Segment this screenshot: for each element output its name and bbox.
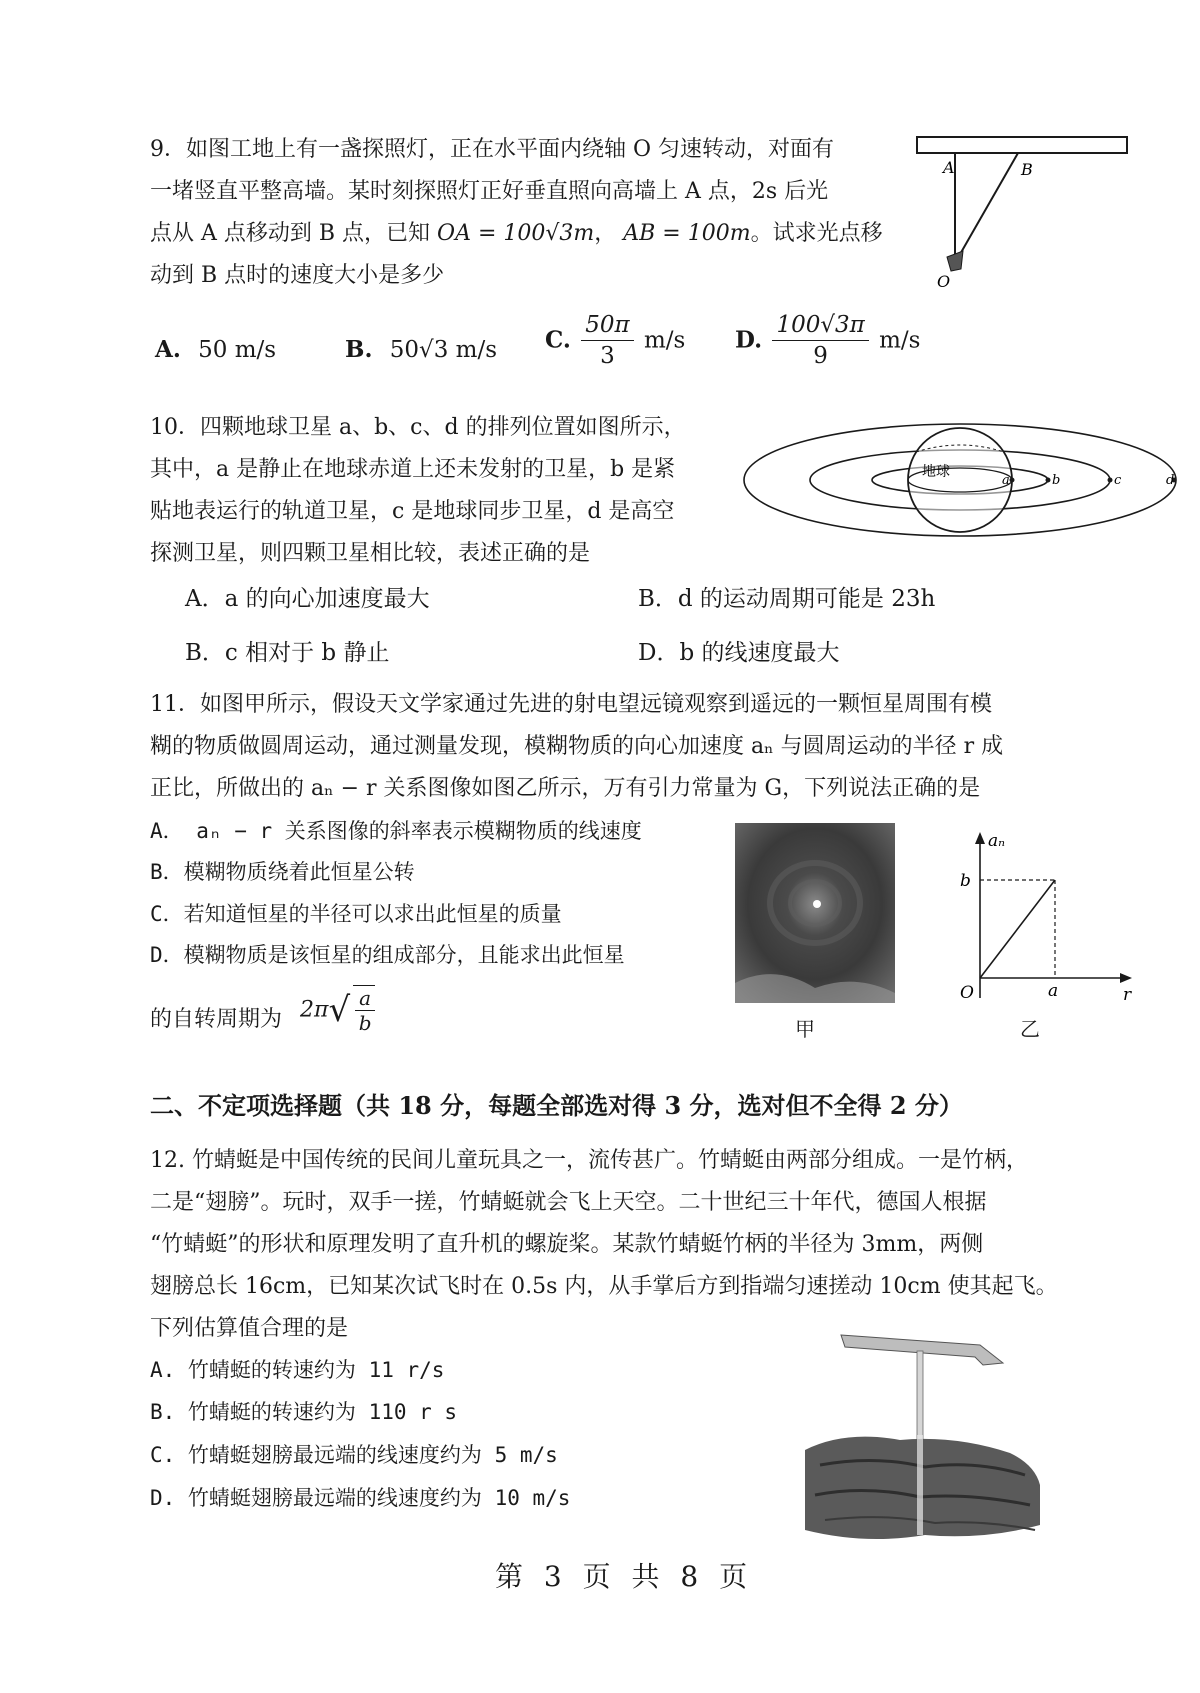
q11-option-d-line-2 [150, 1005, 282, 1035]
q12-option-d[interactable]: D. 竹蜻蜓翅膀最远端的线速度约为 10 m/s [150, 1486, 571, 1510]
q10-satellite-c-dot [1108, 478, 1113, 483]
q9-oa-expression: OA = 100√3m [437, 221, 595, 246]
q11-period-coefficient: 2π [300, 997, 329, 1023]
q11-option-d-text: 的自转周期为 [150, 1007, 283, 1032]
q11-sqrt-symbol-icon: √ [328, 990, 351, 1030]
q10-orbit-diagram [740, 420, 1180, 550]
q11-option-b[interactable]: B．模糊物质绕着此恒星公转 [150, 860, 415, 884]
q12-line-5: 下列估算值合理的是 [150, 1316, 349, 1341]
q9-searchlight-icon [947, 251, 963, 271]
q9-option-c-numerator: 50π [581, 310, 633, 341]
q10-option-d[interactable]: D．b 的线速度最大 [638, 640, 840, 666]
q10-option-a[interactable]: A．a 的向心加速度最大 [185, 586, 430, 612]
q9-line-2: 一堵竖直平整高墙。某时刻探照灯正好垂直照向高墙上 A 点，2s 后光 [150, 179, 829, 204]
q11-line-2: 糊的物质做圆周运动，通过测量发现，模糊物质的向心加速度 aₙ 与圆周运动的半径 r 成 [150, 734, 1004, 759]
q9-line-3-pre: 点从 A 点移动到 B 点，已知 [150, 221, 431, 246]
q9-label-b: B [1021, 160, 1033, 179]
q11-line-1: 11．如图甲所示，假设天文学家通过先进的射电望远镜观察到遥远的一颗恒星周围有模 [150, 692, 992, 717]
q9-label-a: A [943, 158, 955, 177]
q9-option-b-label: B. [345, 336, 373, 363]
q10-line-3: 贴地表运行的轨道卫星，c 是地球同步卫星，d 是高空 [150, 499, 675, 524]
q11-caption-yi: 乙 [1020, 1017, 1040, 1041]
q10-label-b: b [1052, 473, 1061, 488]
q12-option-c[interactable]: C. 竹蜻蜓翅膀最远端的线速度约为 5 m/s [150, 1443, 558, 1467]
q11-an-r-graph [940, 828, 1140, 1008]
q9-option-d-denominator: 9 [813, 343, 828, 369]
q12-option-a[interactable]: A. 竹蜻蜓的转速约为 11 r/s [150, 1358, 445, 1382]
q12-line-2: 二是“翅膀”。玩时，双手一搓，竹蜻蜓就会飞上天空。二十世纪三十年代，德国人根据 [150, 1190, 987, 1215]
q10-label-a: a [1002, 473, 1010, 488]
q11-x-label: r [1123, 985, 1132, 1005]
q11-period-numerator: a [355, 986, 375, 1011]
q10-line-4: 探测卫星，则四颗卫星相比较，表述正确的是 [150, 541, 591, 566]
q11-x-axis-arrow-icon [1120, 973, 1132, 983]
q11-a-label: a [1048, 981, 1059, 1001]
q11-origin-label: O [960, 983, 974, 1003]
q9-option-d-label: D. [735, 326, 763, 354]
q9-option-c-label: C. [545, 326, 571, 354]
q11-star-dot [813, 900, 821, 908]
q9-line-3: 点从 A 点移动到 B 点，已知 OA = 100√3m， AB = 100m。试求光点移 [150, 221, 883, 246]
q11-nebula-image [735, 823, 895, 1003]
q9-line-ob [955, 153, 1018, 263]
q11-period-formula [300, 985, 378, 1035]
q9-option-c-fraction [581, 310, 633, 371]
q11-period-fraction [353, 985, 375, 1035]
q11-option-a[interactable]: A． aₙ − r 关系图像的斜率表示模糊物质的线速度 [150, 819, 642, 843]
q10-option-b[interactable]: B．d 的运动周期可能是 23h [638, 586, 936, 612]
q11-option-d-line-1[interactable]: D．模糊物质是该恒星的组成部分，且能求出此恒星 [150, 943, 625, 967]
q9-line-3-post: 。试求光点移 [750, 221, 883, 246]
q9-option-c-denominator: 3 [600, 343, 615, 369]
q9-option-b-value: 50√3 m/s [389, 337, 497, 363]
q9-option-a[interactable] [155, 335, 276, 365]
q10-earth [908, 428, 1012, 532]
q9-line-4: 动到 B 点时的速度大小是多少 [150, 263, 445, 288]
section-2-title: 二、不定项选择题（共 18 分，每题全部选对得 3 分，选对但不全得 2 分） [150, 1091, 963, 1120]
q9-line-1: 9．如图工地上有一盏探照灯，正在水平面内绕轴 O 匀速转动，对面有 [150, 137, 835, 162]
q11-option-c[interactable]: C．若知道恒星的半径可以求出此恒星的质量 [150, 902, 562, 926]
q12-option-b[interactable]: B. 竹蜻蜓的转速约为 110 r s [150, 1400, 458, 1424]
q9-wall [917, 137, 1127, 153]
q11-caption-jia: 甲 [795, 1017, 815, 1041]
q11-b-label: b [960, 871, 971, 891]
page-number: 第 3 页 共 8 页 [495, 1560, 754, 1593]
q11-line-plot [980, 880, 1055, 978]
q9-ab-expression: AB = 100m [623, 221, 751, 246]
q10-option-c[interactable]: B．c 相对于 b 静止 [185, 640, 390, 666]
q12-line-4: 翅膀总长 16cm，已知某次试飞时在 0.5s 内，从手掌后方到指端匀速搓动 10cm 使其起飞。 [150, 1274, 1058, 1299]
q9-option-c[interactable] [545, 310, 685, 371]
q9-option-a-value: 50 m/s [198, 337, 277, 363]
q10-label-d: d [1166, 473, 1175, 488]
q9-searchlight-diagram [915, 135, 1135, 295]
q9-option-d-numerator: 100√3π [772, 310, 868, 341]
q10-satellite-b-dot [1046, 478, 1051, 483]
q9-option-b[interactable] [345, 335, 497, 365]
q12-line-1: 12. 竹蜻蜓是中国传统的民间儿童玩具之一，流传甚广。竹蜻蜓由两部分组成。一是竹柄， [150, 1148, 1028, 1173]
q10-satellite-a-dot [1010, 478, 1015, 483]
q10-line-2: 其中，a 是静止在地球赤道上还未发射的卫星，b 是紧 [150, 457, 676, 482]
q9-option-a-label: A. [155, 336, 181, 363]
q11-y-label: aₙ [988, 831, 1006, 851]
q12-line-3: “竹蜻蜓”的形状和原理发明了直升机的螺旋桨。某款竹蜻蜓竹柄的半径为 3mm，两侧 [150, 1232, 984, 1257]
q9-option-d[interactable] [735, 310, 920, 371]
q11-y-axis-arrow-icon [975, 832, 985, 844]
q10-label-c: c [1114, 473, 1122, 488]
q11-nebula-photo [735, 823, 895, 1003]
q12-bamboo-dragonfly-photo [805, 1325, 1045, 1550]
q9-option-c-unit: m/s [643, 327, 686, 354]
q9-option-d-fraction [772, 310, 868, 371]
q11-period-denominator: b [358, 1011, 372, 1035]
q11-line-3: 正比，所做出的 aₙ − r 关系图像如图乙所示，万有引力常量为 G，下列说法正确的是 [150, 776, 981, 801]
q9-option-d-unit: m/s [879, 327, 921, 354]
q9-label-o: O [937, 272, 951, 291]
q10-line-1: 10．四颗地球卫星 a、b、c、d 的排列位置如图所示， [150, 415, 686, 440]
q10-earth-label: 地球 [922, 464, 950, 480]
